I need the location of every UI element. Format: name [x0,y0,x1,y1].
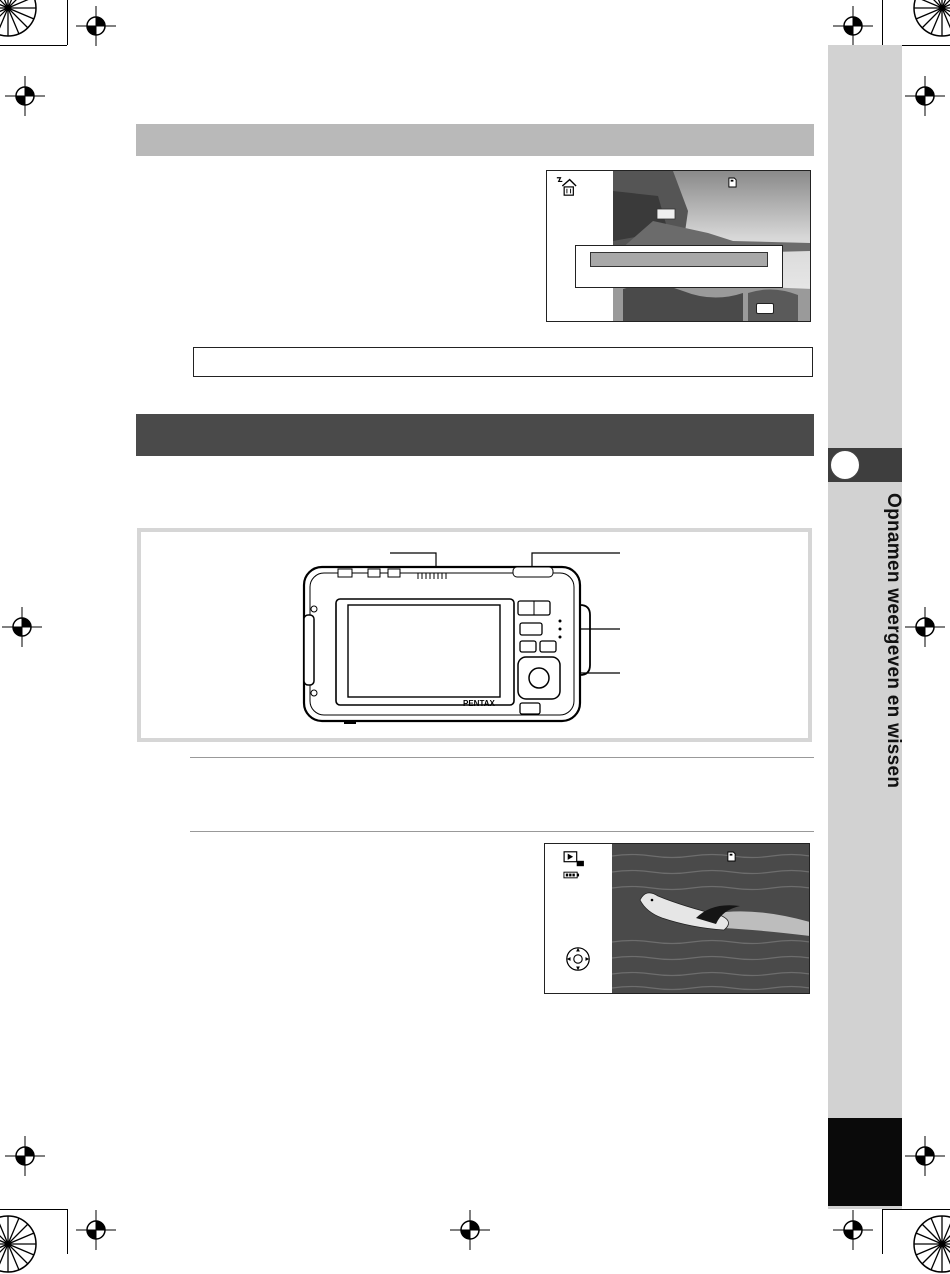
registration-crosshair-mark [76,1210,116,1250]
brand-logo: PENTAX [463,699,495,708]
memory-card-icon [728,177,737,188]
registration-crosshair-mark [450,1210,490,1250]
dolphin-photo [612,844,810,993]
step-divider [190,757,814,758]
registration-crosshair-mark [833,1210,873,1250]
registration-crosshair-mark [905,607,945,647]
registration-crosshair-mark [905,1136,945,1176]
page-number-box [828,1118,902,1206]
chapter-title-vertical: Opnamen weergeven en wissen [883,493,904,789]
crop-mark [882,1209,883,1254]
crop-mark [0,1209,67,1210]
registration-crosshair-mark [5,1136,45,1176]
delete-dialog-selected-option[interactable] [590,252,768,267]
playback-screen [544,843,810,994]
registration-star-mark [0,1214,38,1274]
crop-mark [0,45,67,46]
camera-back-illustration [298,545,638,725]
ok-button-indicator [756,303,774,314]
note-box [193,347,813,377]
battery-icon [563,871,580,879]
registration-crosshair-mark [5,76,45,116]
registration-crosshair-mark [833,6,873,46]
step-divider [190,831,814,832]
section-heading-bar-dark [136,414,814,456]
chapter-number-circle [830,450,860,480]
section-heading-bar [136,124,814,156]
registration-star-mark [912,0,950,38]
playback-mode-icon [563,850,585,868]
registration-crosshair-mark [2,607,42,647]
crop-mark [67,1209,68,1254]
registration-star-mark [912,1214,950,1274]
memory-card-icon [727,851,736,862]
crop-mark [882,0,883,45]
crop-mark [67,0,68,45]
registration-crosshair-mark [905,76,945,116]
delete-protect-icon [555,175,577,197]
four-way-controller-icon [564,945,592,973]
crop-mark [883,1209,950,1210]
registration-star-mark [0,0,38,38]
registration-crosshair-mark [76,6,116,46]
